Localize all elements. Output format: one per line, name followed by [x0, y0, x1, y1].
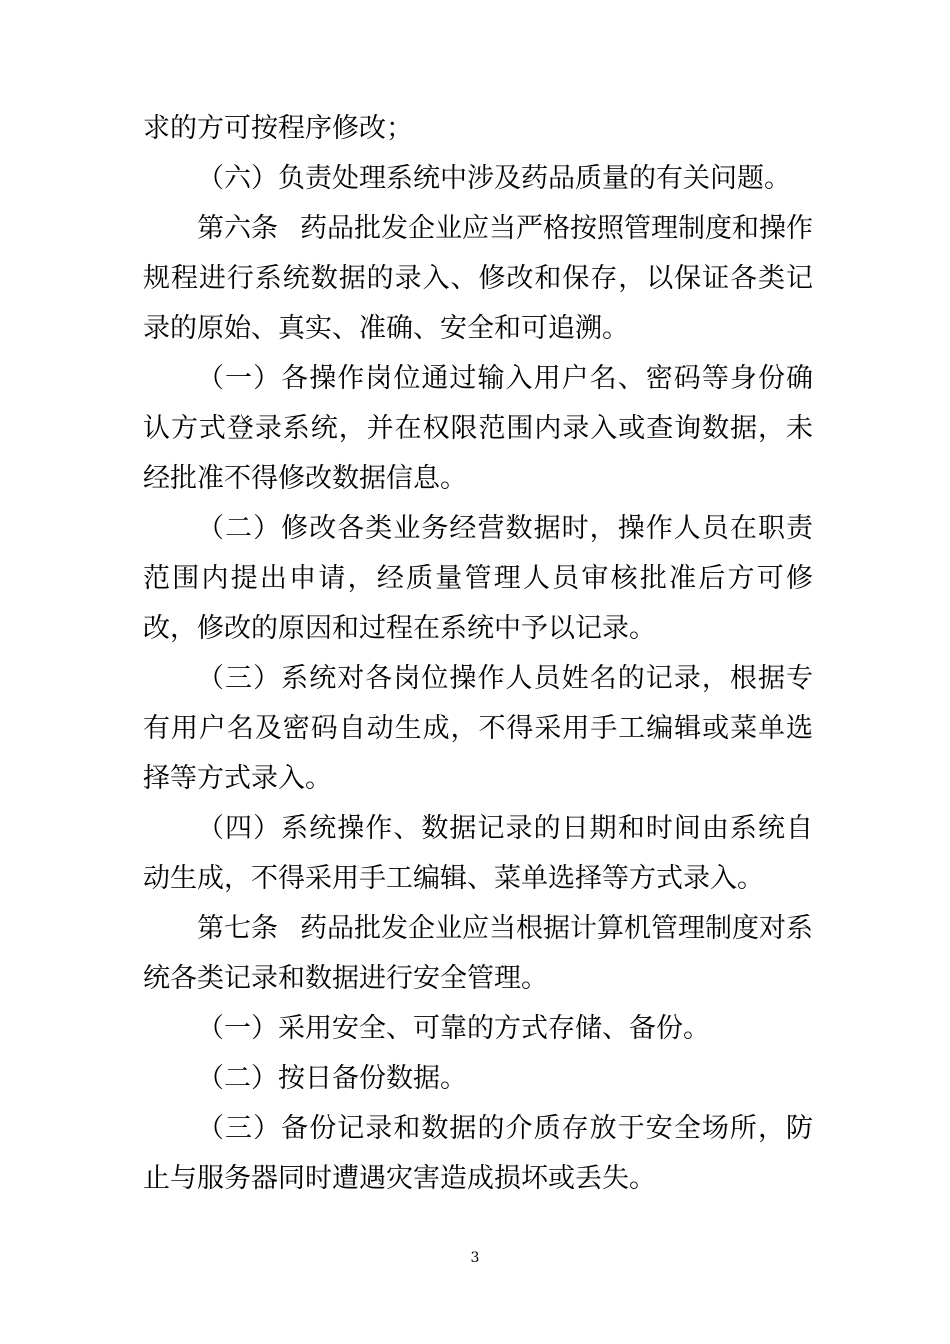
document-body	[143, 104, 813, 1204]
page-number: 3	[470, 1250, 480, 1266]
paragraph-article-7	[143, 904, 813, 1004]
paragraph-item-1b: （一）采用安全、可靠的方式存储、备份。	[197, 1013, 710, 1044]
paragraph-item-2b: （二）按日备份数据。	[197, 1063, 467, 1094]
article-text: 药品批发企业应当严格按照管理制度和操作规程进行系统数据的录入、修改和保存，以保证各类记录的原始、真实、准确、安全和可追溯。	[143, 213, 813, 344]
article-heading: 第七条	[197, 913, 278, 944]
paragraph-item-6: （六）负责处理系统中涉及药品质量的有关问题。	[197, 163, 791, 194]
paragraph-continuation: 求的方可按程序修改；	[143, 113, 413, 144]
paragraph-article-6	[143, 204, 813, 354]
paragraph-item-3: （三）系统对各岗位操作人员姓名的记录，根据专有用户名及密码自动生成，不得采用手工编辑或菜单选择等方式录入。	[143, 663, 813, 794]
article-text: 药品批发企业应当根据计算机管理制度对系统各类记录和数据进行安全管理。	[143, 913, 813, 994]
paragraph-item-3b: （三）备份记录和数据的介质存放于安全场所，防止与服务器同时遭遇灾害造成损坏或丢失。	[143, 1113, 813, 1194]
paragraph-item-4: （四）系统操作、数据记录的日期和时间由系统自动生成，不得采用手工编辑、菜单选择等方式录入。	[143, 813, 813, 894]
paragraph-item-1: （一）各操作岗位通过输入用户名、密码等身份确认方式登录系统，并在权限范围内录入或查询数据，未经批准不得修改数据信息。	[143, 363, 813, 494]
article-heading: 第六条	[197, 213, 278, 244]
paragraph-item-2: （二）修改各类业务经营数据时，操作人员在职责范围内提出申请，经质量管理人员审核批准后方可修改，修改的原因和过程在系统中予以记录。	[143, 513, 813, 644]
